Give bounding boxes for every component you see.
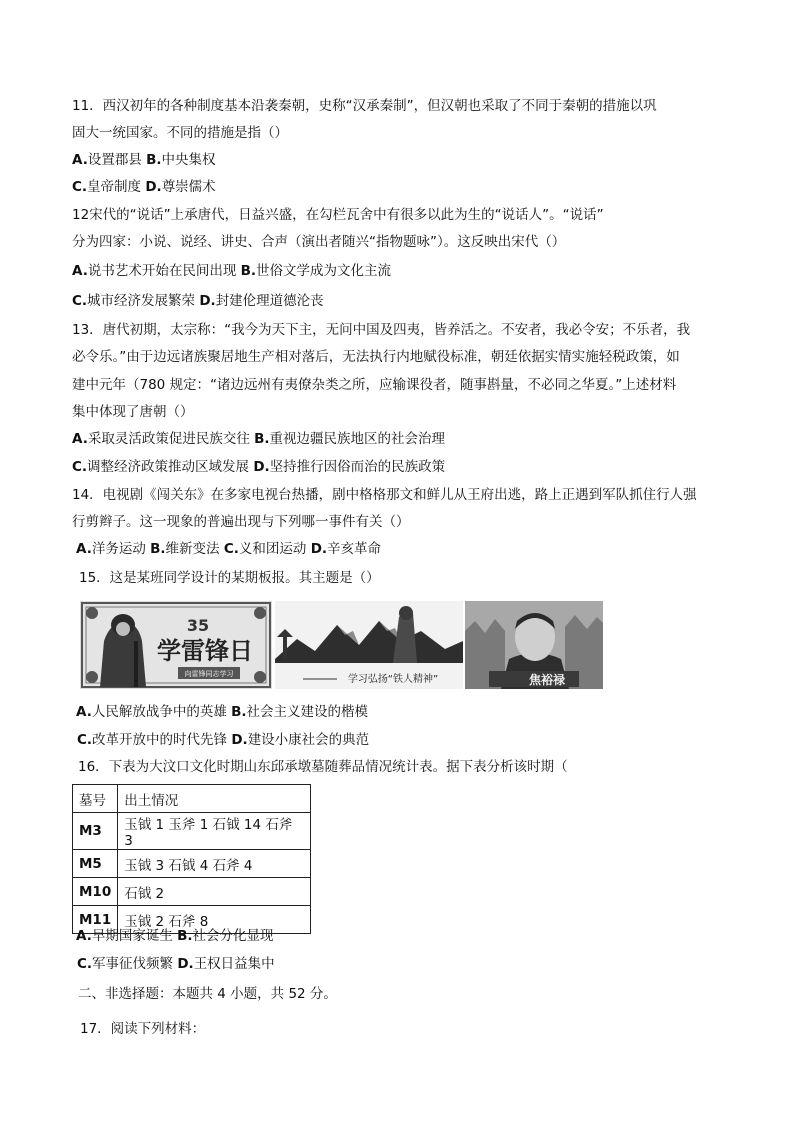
q16-stem-line1: 16．下表为大汶口文化时期山东邱承墩墓随葬品情况统计表。据下表分析该时期（ (78, 759, 568, 775)
option-text: 人民解放战争中的英雄 (91, 704, 227, 720)
option-text: 设置郡县 (87, 152, 142, 168)
option-label: C. (77, 732, 93, 748)
q13-stem-line4: 集中体现了唐朝（） (72, 404, 194, 420)
table-cell: 玉钺 1 玉斧 1 石钺 14 石斧 3 (118, 813, 311, 850)
table-cell: 石钺 2 (118, 878, 311, 906)
q13-stem-line1: 13．唐代初期，太宗称：“我今为天下主，无问中国及四夷，皆养活之。不安者，我必令安；不乐者，我 (72, 322, 691, 338)
iron-man-spirit-image (275, 601, 463, 689)
q11-options-row1 (72, 151, 216, 169)
option-text: 义和团运动 (238, 541, 307, 557)
q12-stem-line2: 分为四家：小说、说经、讲史、合声（演出者随兴“指物题咏”）。这反映出宋代（） (72, 234, 566, 250)
option-text: 建设小康社会的典范 (247, 732, 370, 748)
option-label: C. (72, 293, 88, 309)
option-label: A. (76, 928, 92, 944)
q12-options-row2 (72, 292, 324, 310)
q13-stem-line2: 必令乐。”由于边远诸族聚居地生产相对落后，无法执行内地赋役标准，朝廷依据实情实施轻税政策，如 (72, 349, 680, 365)
option-text: 采取灵活政策促进民族交往 (87, 431, 250, 447)
q15-options-row2 (77, 731, 369, 749)
q16-options-row2 (77, 955, 275, 973)
option-label: B. (150, 541, 166, 557)
option-label: C. (72, 179, 88, 195)
option-text: 洋务运动 (91, 541, 146, 557)
q11-stem-line2: 固大一统国家。不同的措施是指（） (72, 125, 288, 141)
option-label: B. (231, 704, 247, 720)
option-label: A. (76, 541, 92, 557)
option-label: B. (254, 431, 270, 447)
option-label: D. (253, 459, 270, 475)
table-row (73, 813, 311, 850)
q16-options-row1 (76, 927, 274, 945)
option-text: 重视边疆民族地区的社会治理 (269, 431, 446, 447)
option-text: 调整经济政策推动区域发展 (87, 459, 250, 475)
poster-subtitle: 向雷锋同志学习 (184, 670, 234, 678)
table-cell: M3 (73, 813, 118, 850)
option-text: 社会分化显现 (192, 928, 274, 944)
q15-options-row1 (76, 703, 368, 721)
option-label: A. (72, 152, 88, 168)
option-text: 中央集权 (161, 152, 216, 168)
table-header-cell: 墓号 (73, 785, 118, 813)
option-text: 早期国家诞生 (91, 928, 173, 944)
q13-options-row1 (72, 430, 445, 448)
q13-options-row2 (72, 458, 445, 476)
option-text: 说书艺术开始在民间出现 (87, 263, 237, 279)
option-text: 社会主义建设的楷模 (246, 704, 369, 720)
q12-options-row1 (72, 262, 391, 280)
table-cell: M10 (73, 878, 118, 906)
option-label: D. (177, 956, 194, 972)
option-text: 尊崇儒术 (161, 179, 216, 195)
q12-stem-line1: 12宋代的“说话”上承唐代，日益兴盛，在勾栏瓦舍中有很多以此为生的“说话人”。“说话” (72, 207, 604, 223)
table-cell: M11 (73, 906, 118, 934)
option-label: C. (77, 956, 93, 972)
option-label: B. (240, 263, 257, 279)
option-label: B. (177, 928, 193, 944)
option-text: 皇帝制度 (87, 179, 142, 195)
option-label: D. (199, 293, 216, 309)
poster-number: 35 (186, 616, 210, 635)
option-text: 改革开放中的时代先锋 (92, 732, 228, 748)
table-row (73, 850, 311, 878)
table-header-cell: 出土情况 (118, 785, 311, 813)
option-label: C. (72, 459, 88, 475)
option-label: C. (223, 541, 239, 557)
option-label: D. (310, 541, 328, 557)
section-title: 二、非选择题：本题共 4 小题，共 52 分。 (78, 986, 337, 1002)
table-cell: 玉钺 2 石斧 8 (118, 906, 311, 934)
q14-stem-line1: 14．电视剧《闯关东》在多家电视台热播，剧中格格那文和鲜儿从王府出逃，路上正遇到军队抓住行人强 (72, 487, 697, 503)
image-caption: 焦裕禄 (528, 673, 566, 687)
option-label: A. (76, 704, 92, 720)
option-label: A. (72, 431, 88, 447)
image-caption: 学习弘扬“铁人精神” (347, 674, 439, 685)
table-cell: 玉钺 3 石钺 4 石斧 4 (118, 850, 311, 878)
option-text: 坚持推行因俗而治的民族政策 (269, 459, 446, 475)
option-text: 辛亥革命 (327, 541, 382, 557)
option-label: B. (146, 152, 162, 168)
option-label: D. (145, 179, 162, 195)
option-text: 世俗文学成为文化主流 (256, 263, 392, 279)
q14-options-row (76, 540, 381, 558)
option-text: 封建伦理道德沦丧 (215, 293, 324, 309)
option-text: 军事征伐频繁 (92, 956, 174, 972)
table-cell: M5 (73, 850, 118, 878)
q17-stem-line1: 17．阅读下列材料： (80, 1021, 206, 1037)
lei-feng-poster-image (80, 601, 272, 689)
option-text: 王权日益集中 (193, 956, 275, 972)
option-text: 城市经济发展繁荣 (87, 293, 196, 309)
q11-options-row2 (72, 178, 216, 196)
q13-stem-line3: 建中元年（780 规定：“诸边远州有夷僚杂类之所，应输课役者，随事斟量，不必同之华夏。”上述材料 (72, 377, 677, 393)
option-label: A. (72, 263, 88, 279)
burial-goods-table (72, 784, 311, 934)
table-row (73, 878, 311, 906)
option-text: 维新变法 (165, 541, 220, 557)
table-header-row (73, 785, 311, 813)
option-label: D. (231, 732, 248, 748)
poster-title: 学雷锋日 (157, 637, 253, 665)
q14-stem-line2: 行剪辫子。这一现象的普遍出现与下列哪一事件有关（） (72, 514, 410, 530)
jiao-yulu-image (465, 601, 603, 689)
q15-stem-line1: 15．这是某班同学设计的某期板报。其主题是（） (79, 570, 380, 586)
q11-stem-line1: 11．西汉初年的各种制度基本沿袭秦朝，史称“汉承秦制”，但汉朝也采取了不同于秦朝的措施以巩 (72, 98, 657, 114)
